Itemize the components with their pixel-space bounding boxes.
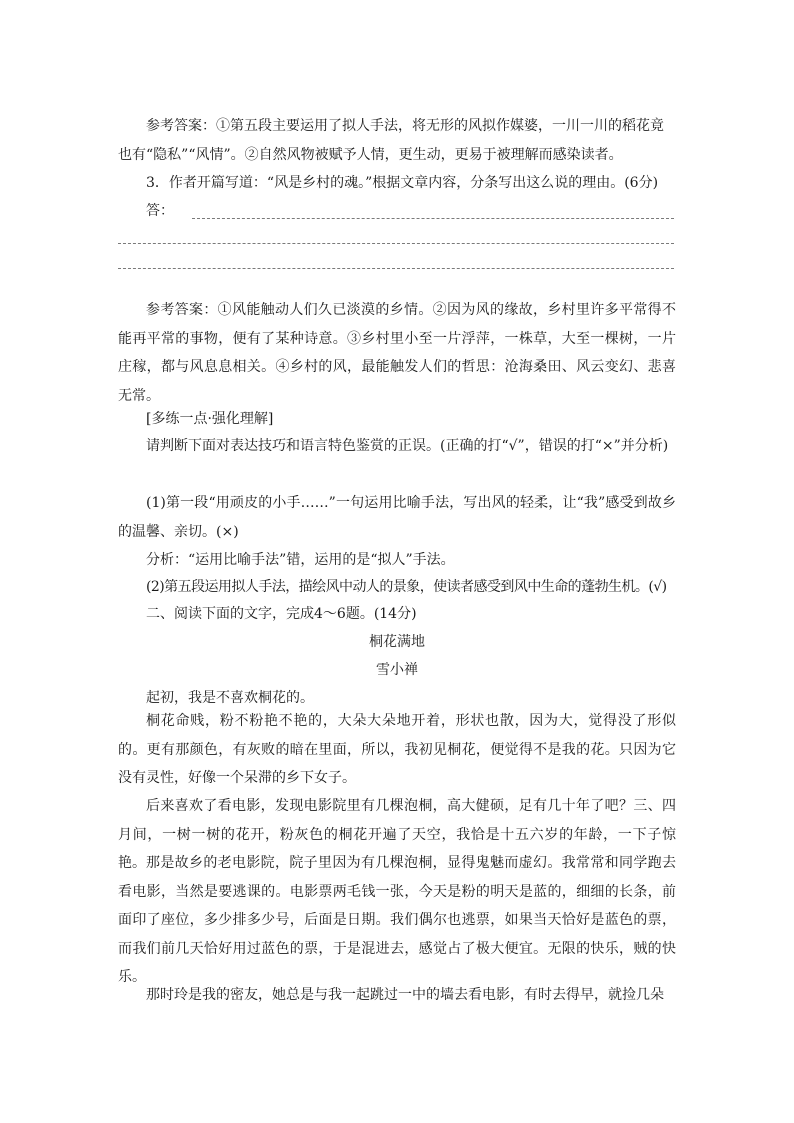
practice-instruction-text: 请判断下面对表达技巧和语言特色鉴赏的正误。(正确的打“√”，错误的打“×”并分析) <box>146 438 669 454</box>
answer-line-2[interactable] <box>118 243 674 244</box>
section2-heading <box>146 604 417 624</box>
answer2-paragraph <box>118 296 676 410</box>
answer1-line2 <box>118 145 623 165</box>
article-p4-text: 那是故乡的老电影院，院子里因为有几棵泡桐，显得鬼魅而虚幻。我常常和同学跑去看电影，当然是要逃课的。电影票两毛钱一张，今天是粉的明天是蓝的，细细的长条，前面印了座位，多少排多少号，后面是日期。我们偶尔也逃票，如果当天恰好是蓝色的票，而我们前几天恰好用过蓝色的票，于是混进去，感觉占了极大便宜。无限的快乐，贼的快乐。 <box>118 855 676 985</box>
practice-heading <box>146 409 273 429</box>
section2-heading-text: 二、阅读下面的文字，完成4～6题。(14分) <box>146 606 417 622</box>
answer-prompt-text: 答： <box>146 203 174 219</box>
practice-analysis <box>146 550 455 570</box>
question-text: 3．作者开篇写道：“风是乡村的魂。”根据文章内容，分条写出这么说的理由。(6分) <box>146 175 659 191</box>
practice-heading-text: [多练一点·强化理解] <box>146 411 274 427</box>
article-title <box>118 632 676 652</box>
article-paragraph-4 <box>118 849 676 992</box>
answer-text: 也有“隐私”“风情”。②自然风物被赋予人情，更生动，更易于被理解而感染读者。 <box>118 147 623 163</box>
practice-analysis-text: 分析：“运用比喻手法”错，运用的是“拟人”手法。 <box>146 552 455 568</box>
answer-text: ①第五段主要运用了拟人手法，将无形的风拟作媒婆，一川一川的稻花竟 <box>216 118 664 134</box>
answer-line-3[interactable] <box>118 268 674 269</box>
answer-label: 参考答案： <box>146 118 216 134</box>
answer1-line1 <box>146 116 664 136</box>
practice-item-1-text: (1)第一段“用顽皮的小手……”一句运用比喻手法，写出风的轻柔，让“我”感受到故乡的温馨、亲切。(×) <box>118 495 676 540</box>
answer-prompt-label <box>146 201 174 221</box>
practice-item-1 <box>118 489 676 546</box>
article-p5-text: 那时玲是我的密友，她总是与我一起跳过一中的墙去看电影，有时去得早，就捡几朵 <box>146 987 664 1003</box>
answer2-text: 参考答案：①风能触动人们久已淡漠的乡情。②因为风的缘故，乡村里许多平常得不能再平常的事物，便有了某种诗意。③乡村里小至一片浮萍，一株草，大至一棵树，一片庄稼，都与风息息相关。④乡村的风，最能触发人们的哲思：沧海桑田、风云变幻、悲喜无常。 <box>118 302 676 404</box>
answer-line-1[interactable] <box>192 218 674 219</box>
question-3 <box>146 173 658 193</box>
article-title-text: 桐花满地 <box>369 634 425 650</box>
article-author <box>118 660 676 680</box>
article-p2-text: 桐花命贱，粉不粉艳不艳的，大朵大朵地开着，形状也散，因为大，觉得没了形似的。更有那颜色，有灰败的暗在里面，所以，我初见桐花，便觉得不是我的花。只因为它没有灵性，好像一个呆滞的乡下女子。 <box>118 713 676 786</box>
article-paragraph-1 <box>146 688 314 708</box>
practice-item-2 <box>146 577 667 597</box>
practice-item-2-text: (2)第五段运用拟人手法，描绘风中动人的景象，使读者感受到风中生命的蓬勃生机。(√) <box>146 579 667 595</box>
article-p3-text: 后来喜欢了看电影，发现电影院里有几棵泡桐，高大健硕，足有几十年了吧？三、四月间，一树一树的花开，粉灰色的桐花开遍了天空，我恰是十五六岁的年龄，一下子惊艳。 <box>118 798 676 871</box>
article-author-text: 雪小禅 <box>376 662 418 678</box>
article-paragraph-2 <box>118 707 676 793</box>
article-p1-text: 起初，我是不喜欢桐花的。 <box>146 690 314 706</box>
article-paragraph-5 <box>146 985 664 1005</box>
practice-instruction <box>118 432 676 461</box>
